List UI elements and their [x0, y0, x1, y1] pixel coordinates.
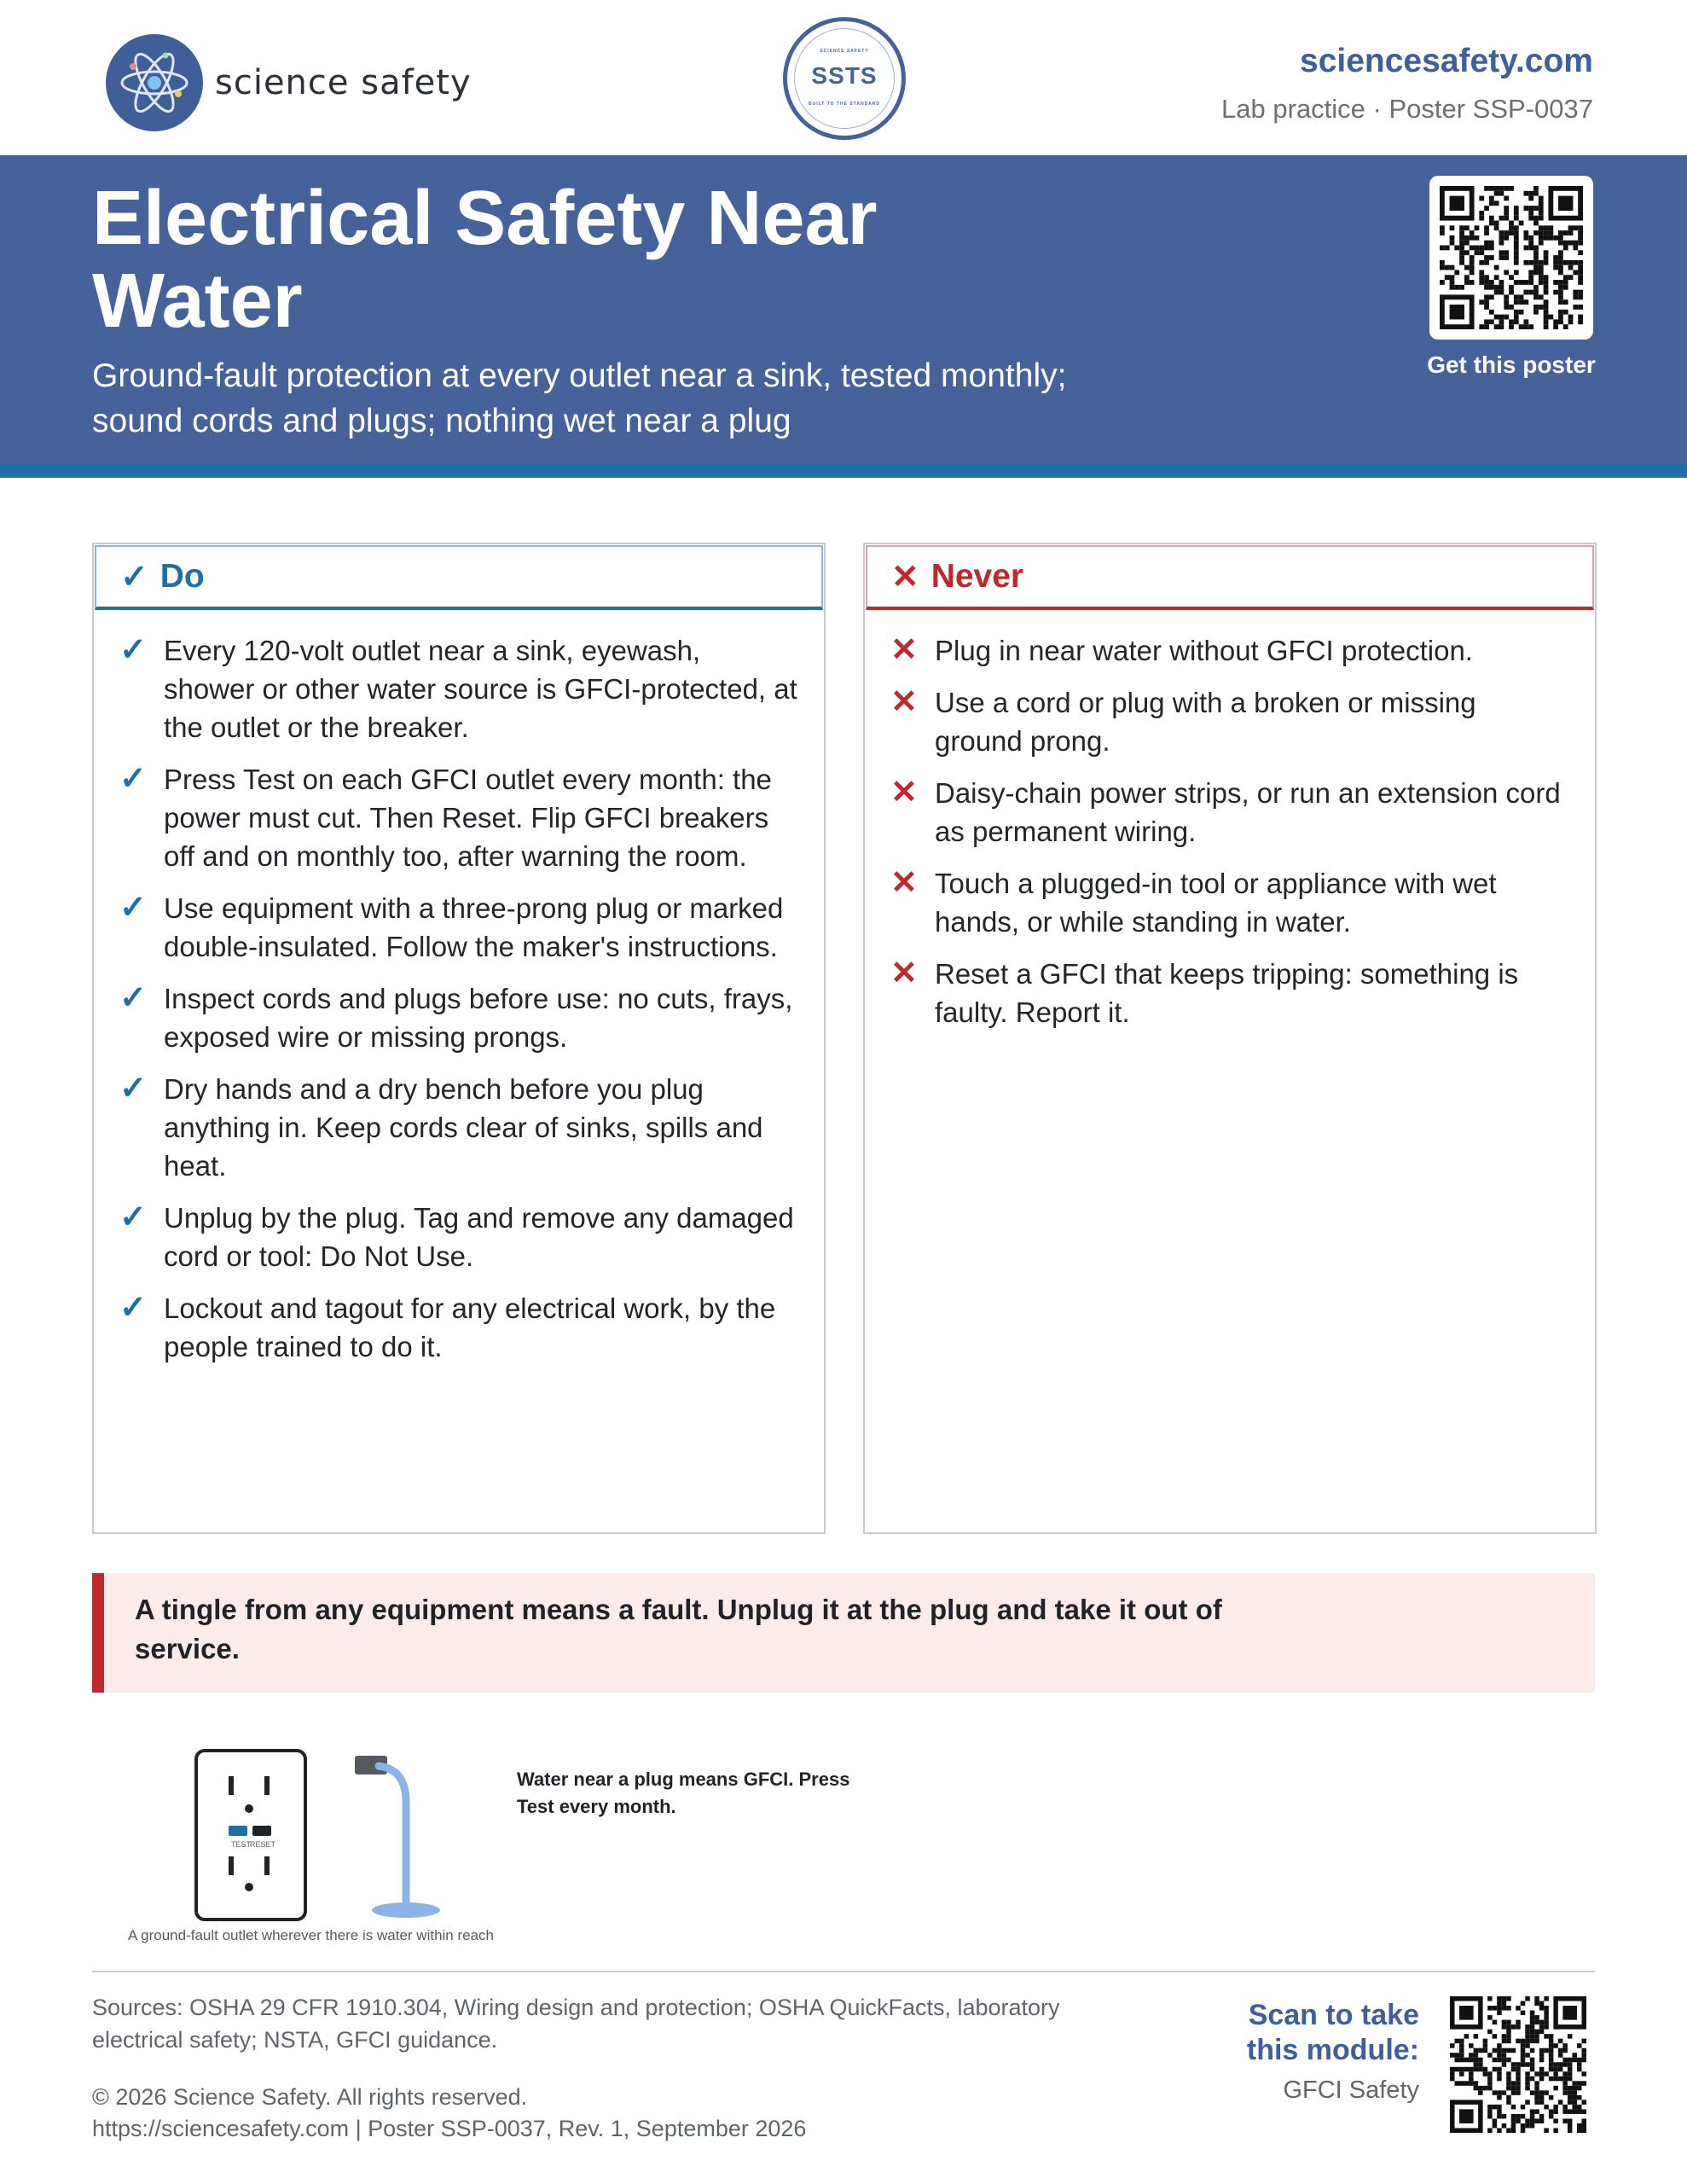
never-item: ✕ Touch a plugged-in tool or appliance with wet hands, or while standing in water. [890, 864, 1569, 941]
page-title: Electrical Safety Near Water [92, 176, 878, 344]
never-item: ✕ Use a cord or plug with a broken or missing ground prong. [890, 683, 1569, 760]
do-item: ✓ Use equipment with a three-prong plug or marked double-insulated. Follow the maker's instructions. [119, 889, 798, 966]
ground-hole [245, 1804, 253, 1813]
reset-button [252, 1826, 271, 1836]
never-panel [863, 543, 1597, 1534]
check-icon: ✓ [119, 1071, 147, 1107]
qr-caption: Get this poster [1427, 351, 1596, 378]
outlet-slot [229, 1856, 234, 1875]
never-item: ✕ Plug in near water without GFCI protection. [890, 632, 1473, 668]
scan-module [1206, 1998, 1419, 2105]
outlet-plate [196, 1751, 305, 1920]
test-button [229, 1826, 247, 1836]
do-item: ✓ Inspect cords and plugs before use: no cuts, frays, exposed wire or missing prongs. [119, 979, 798, 1056]
copyright-text: © 2026 Science Safety. All rights reserved. [92, 2084, 528, 2110]
cross-icon: ✕ [890, 632, 918, 668]
site-info [1221, 43, 1593, 125]
seal-bottom-text: BUILT TO THE STANDARD [808, 102, 881, 107]
gfci-figure [92, 1740, 860, 1954]
do-heading [95, 545, 823, 610]
copyright-block [92, 2082, 1116, 2145]
outlet-slot [264, 1856, 270, 1875]
warning-callout [92, 1573, 1595, 1693]
footer-divider [92, 1971, 1595, 1972]
do-item: ✓ Dry hands and a dry bench before you plug anything in. Keep cords clear of sinks, spills and heat. [119, 1070, 798, 1185]
sources-text: Sources: OSHA 29 CFR 1910.304, Wiring design and protection; OSHA QuickFacts, laboratory electrical safety; NSTA, GFCI guidance. [92, 1995, 1060, 2053]
do-item: ✓ Every 120-volt outlet near a sink, eyewash, shower or other water source is GFCI-protected, at the outlet or the breaker. [119, 631, 798, 746]
site-url-link[interactable]: sciencesafety.com [1300, 43, 1593, 79]
atom-icon [106, 34, 203, 131]
cross-icon: ✕ [890, 956, 918, 991]
do-item: ✓ Press Test on each GFCI outlet every month: the power must cut. Then Reset. Flip GFCI breakers off and on monthly too, after warning the room. [119, 760, 798, 875]
faucet-spout [379, 1766, 406, 1908]
top-header [0, 0, 1687, 155]
module-qr-code[interactable] [1450, 1996, 1586, 2133]
seal-top-text: SCIENCE SAFETY [820, 49, 869, 54]
check-icon: ✓ [119, 632, 147, 668]
do-item: ✓ Unplug by the plug. Tag and remove any damaged cord or tool: Do Not Use. [119, 1199, 798, 1275]
gfci-outlet-illustration [177, 1740, 450, 1924]
check-icon: ✓ [119, 1199, 147, 1235]
never-item: ✕ Reset a GFCI that keeps tripping: something is faulty. Report it. [890, 955, 1569, 1031]
do-item: ✓ Lockout and tagout for any electrical work, by the people trained to do it. [119, 1289, 798, 1366]
check-icon: ✓ [119, 761, 147, 797]
never-list [865, 611, 1595, 1031]
test-label: TEST [231, 1840, 252, 1849]
warning-text: A tingle from any equipment means a fault. Unplug it at the plug and take it out of service. [135, 1594, 1222, 1664]
cross-icon: ✕ [890, 684, 918, 720]
outlet-slot [229, 1776, 234, 1795]
do-heading-label: Do [159, 558, 205, 595]
scan-title: Scan to take this module: [1246, 1999, 1419, 2066]
check-icon: ✓ [119, 980, 147, 1016]
do-list [94, 611, 824, 1366]
figure-caption: A ground-fault outlet wherever there is water within reach [128, 1927, 495, 1943]
cross-icon: ✕ [890, 865, 918, 901]
never-heading [866, 545, 1594, 610]
reset-label: RESET [250, 1840, 276, 1849]
poster-revision-link[interactable]: https://sciencesafety.com | Poster SSP-0037, Rev. 1, September 2026 [92, 2116, 807, 2141]
check-icon: ✓ [120, 558, 148, 595]
check-icon: ✓ [119, 890, 147, 926]
never-heading-label: Never [930, 558, 1024, 595]
water-puddle [372, 1902, 440, 1918]
standards-seal [783, 17, 906, 140]
do-panel [92, 543, 826, 1534]
ground-hole [245, 1883, 253, 1891]
check-icon: ✓ [119, 1290, 147, 1326]
poster-reference: Lab practice · Poster SSP-0037 [1221, 94, 1593, 124]
seal-text: SSTS [811, 62, 878, 89]
title-banner [0, 155, 1687, 478]
never-item: ✕ Daisy-chain power strips, or run an extension cord as permanent wiring. [890, 774, 1569, 851]
brand-name: science safety [215, 63, 472, 102]
page-subtitle: Ground-fault protection at every outlet near a sink, tested monthly; sound cords and plugs; nothing wet near a plug [92, 357, 1067, 439]
poster-qr-code[interactable] [1429, 176, 1593, 340]
brand-logo[interactable] [106, 34, 472, 131]
scan-module-name: GFCI Safety [1283, 2077, 1419, 2104]
figure-note: Water near a plug means GFCI. Press Test every month. [517, 1769, 850, 1817]
outlet-slot [264, 1776, 270, 1795]
cross-icon: ✕ [891, 558, 919, 595]
cross-icon: ✕ [890, 775, 918, 810]
